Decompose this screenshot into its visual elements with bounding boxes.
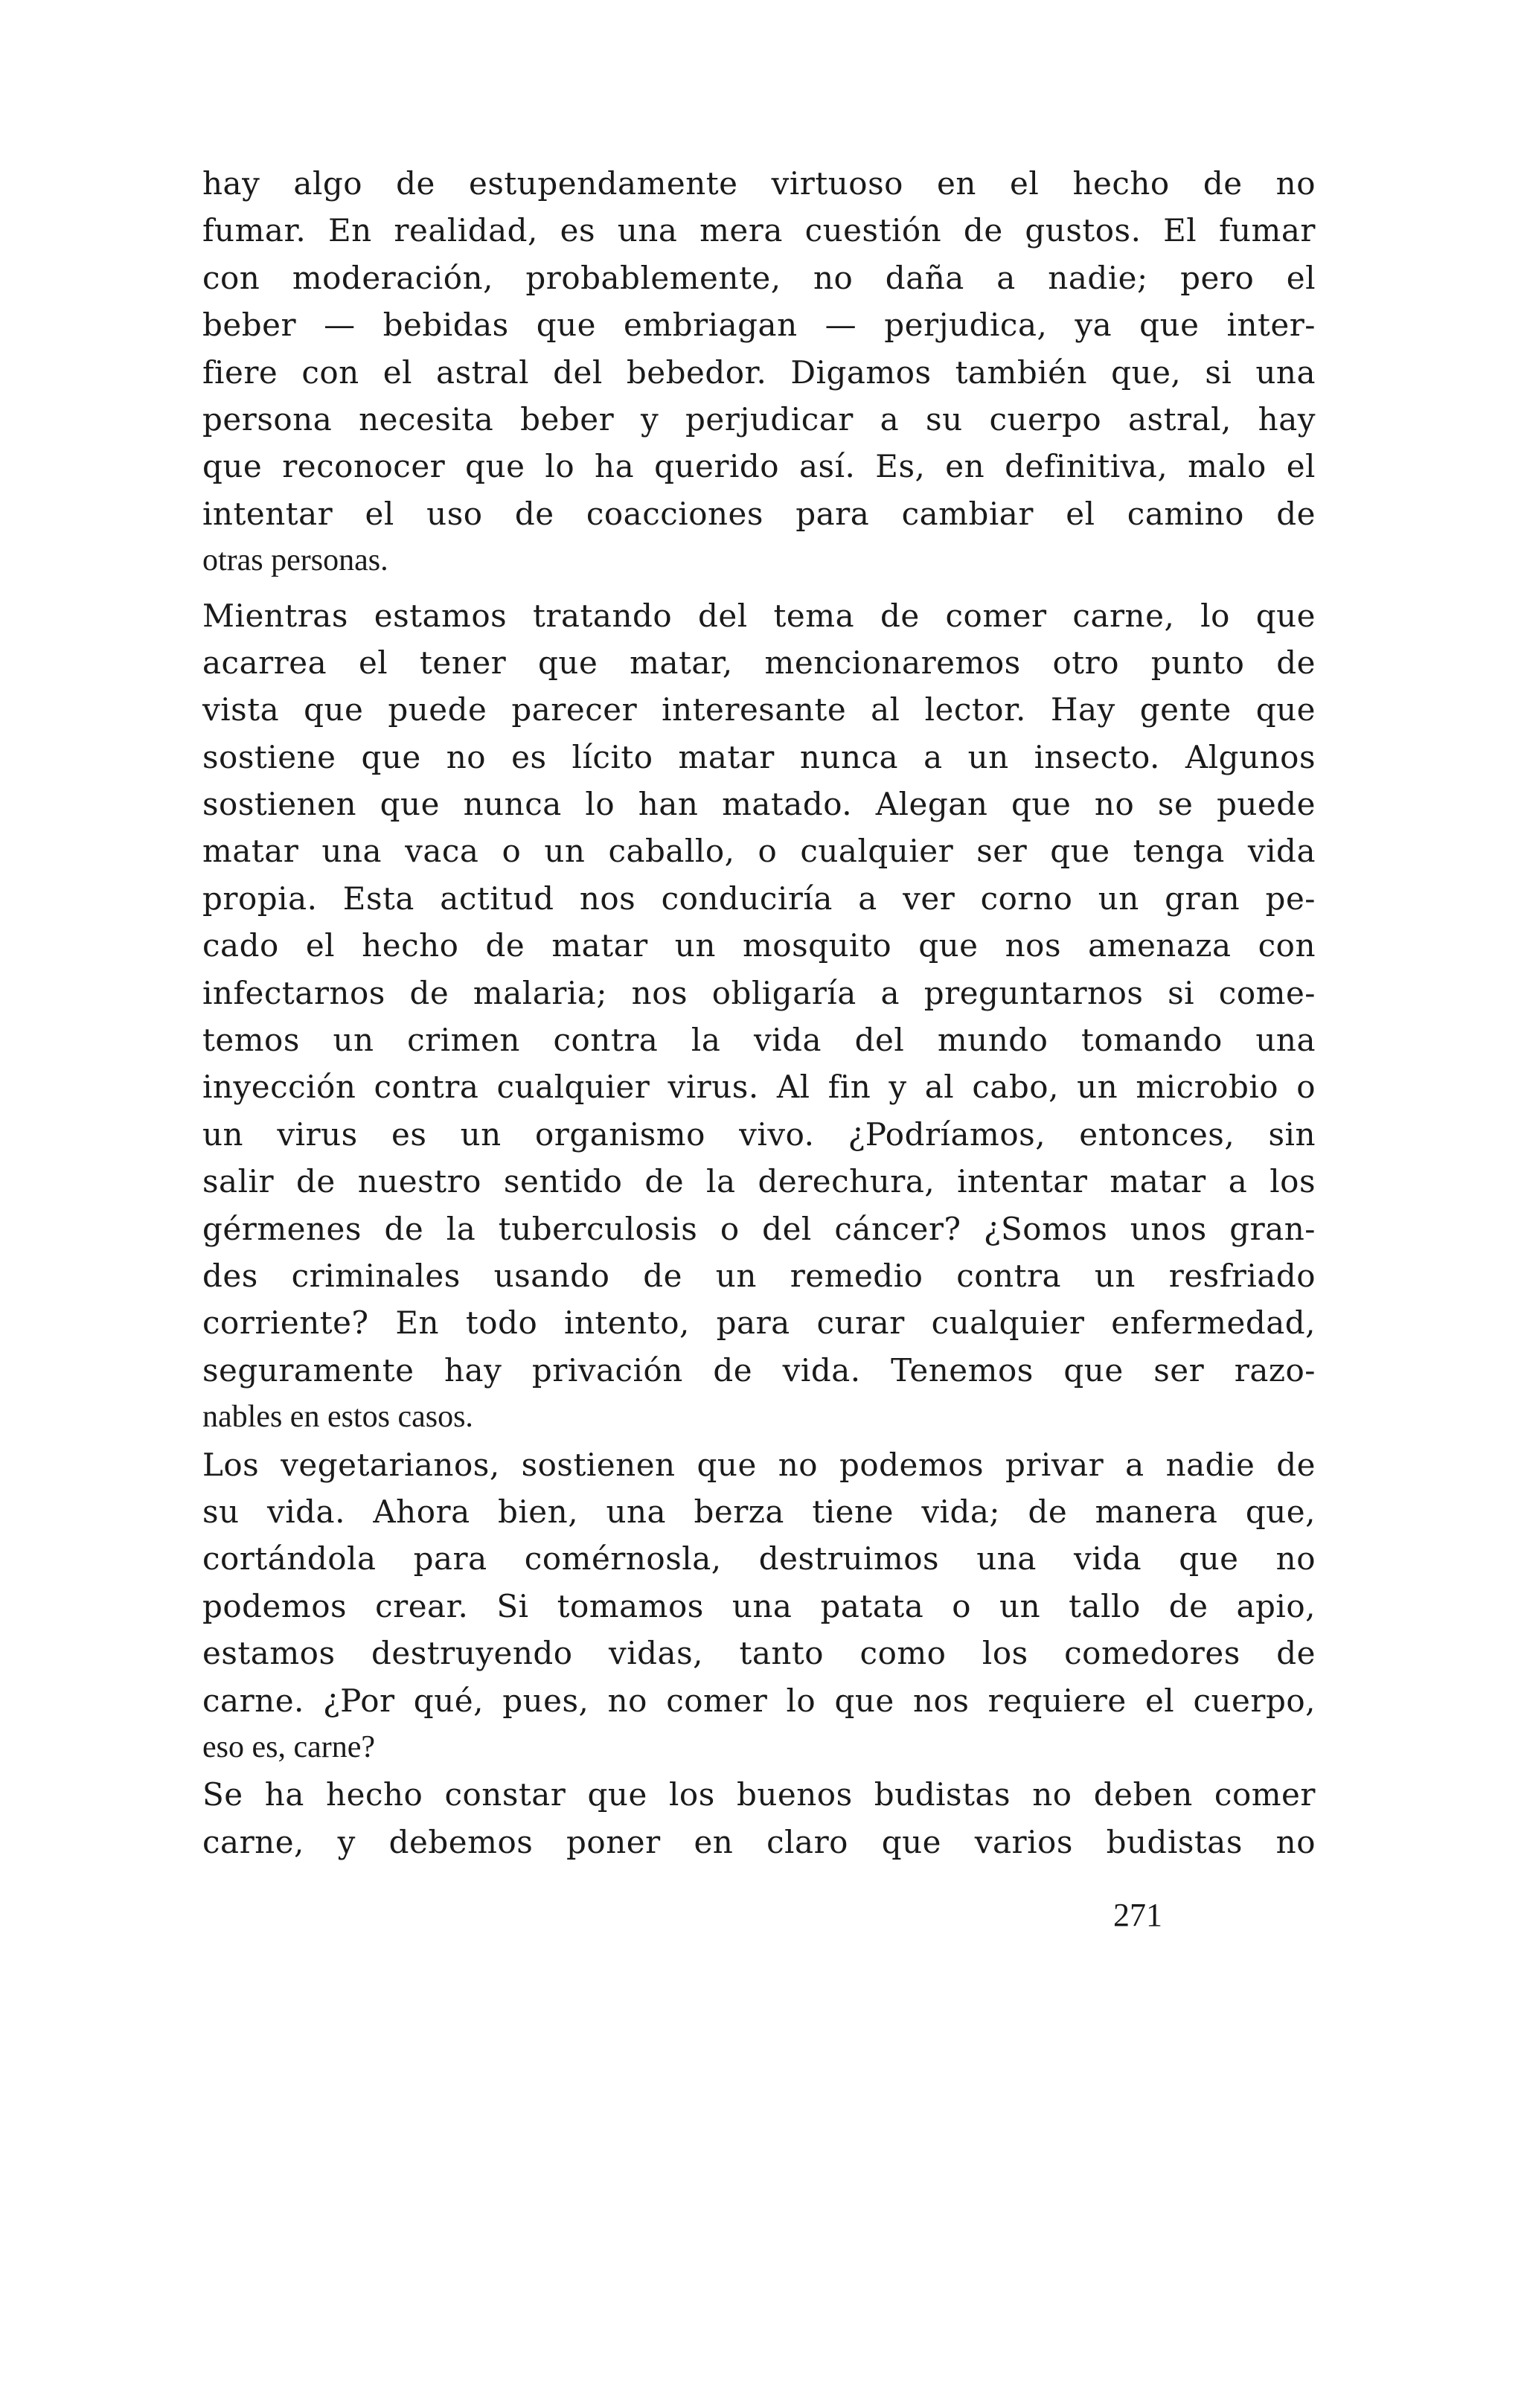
paragraph-spacer <box>202 585 1316 592</box>
text-line: sostienen que nunca lo han matado. Alegan que no se puede <box>202 786 1316 823</box>
text-line: un virus es un organismo vivo. ¿Podríamos, entonces, sin <box>202 1115 1316 1153</box>
paragraph-4 <box>202 1771 1316 1866</box>
text-line: Se ha hecho constar que los buenos budistas no deben comer <box>202 1776 1316 1813</box>
text-line: inyección contra cualquier virus. Al fin y al cabo, un microbio o <box>202 1069 1316 1106</box>
text-line: temos un crimen contra la vida del mundo tomando una <box>202 1022 1316 1059</box>
text-line: hay algo de estupendamente virtuoso en el hecho de no <box>202 165 1316 202</box>
text-line: estamos destruyendo vidas, tanto como los comedores de <box>202 1635 1316 1672</box>
text-line: Los vegetarianos, sostienen que no podemos privar a nadie de <box>202 1446 1316 1483</box>
text-line: sostiene que no es lícito matar nunca a un insecto. Algunos <box>202 738 1316 775</box>
text-line: podemos crear. Si tomamos una patata o un tallo de apio, <box>202 1587 1316 1624</box>
text-line: infectarnos de malaria; nos obligaría a preguntarnos si come- <box>202 974 1316 1011</box>
text-line: carne, y debemos poner en claro que varios budistas no <box>202 1823 1316 1860</box>
text-line: eso es, carne? <box>202 1729 376 1764</box>
paragraph-3 <box>202 1441 1316 1772</box>
text-line: propia. Esta actitud nos conduciría a ver corno un gran pe- <box>202 880 1316 917</box>
text-line: fumar. En realidad, es una mera cuestión de gustos. El fumar <box>202 212 1316 249</box>
text-line: otras personas. <box>202 543 388 578</box>
text-line: cortándola para comérnosla, destruimos una vida que no <box>202 1540 1316 1578</box>
text-line: su vida. Ahora bien, una berza tiene vida; de manera que, <box>202 1493 1316 1530</box>
paragraph-1 <box>202 160 1316 585</box>
text-line: des criminales usando de un remedio contra un resfriado <box>202 1257 1316 1294</box>
paragraph-2 <box>202 592 1316 1441</box>
text-line: persona necesita beber y perjudicar a su cuerpo astral, hay <box>202 400 1316 438</box>
text-line: carne. ¿Por qué, pues, no comer lo que nos requiere el cuerpo, <box>202 1682 1316 1719</box>
text-line: beber — bebidas que embriagan — perjudica, ya que inter- <box>202 307 1316 344</box>
text-line: fiere con el astral del bebedor. Digamos también que, si una <box>202 353 1316 391</box>
text-line: Mientras estamos tratando del tema de comer carne, lo que <box>202 597 1316 634</box>
text-line: gérmenes de la tuberculosis o del cáncer? ¿Somos unos gran- <box>202 1210 1316 1247</box>
text-line: matar una vaca o un caballo, o cualquier ser que tenga vida <box>202 833 1316 870</box>
body-text <box>202 160 1316 1866</box>
text-line: acarrea el tener que matar, mencionaremos otro punto de <box>202 644 1316 681</box>
page-number: 271 <box>1113 1897 1162 1933</box>
text-line: salir de nuestro sentido de la derechura, intentar matar a los <box>202 1163 1316 1200</box>
text-line: que reconocer que lo ha querido así. Es, en definitiva, malo el <box>202 448 1316 485</box>
text-line: vista que puede parecer interesante al lector. Hay gente que <box>202 691 1316 729</box>
text-line: intentar el uso de coacciones para cambiar el camino de <box>202 495 1316 532</box>
text-line: con moderación, probablemente, no daña a nadie; pero el <box>202 259 1316 296</box>
text-line: nables en estos casos. <box>202 1400 473 1435</box>
text-line: corriente? En todo intento, para curar cualquier enfermedad, <box>202 1304 1316 1342</box>
text-line: cado el hecho de matar un mosquito que nos amenaza con <box>202 927 1316 964</box>
text-line: seguramente hay privación de vida. Tenemos que ser razo- <box>202 1351 1316 1389</box>
